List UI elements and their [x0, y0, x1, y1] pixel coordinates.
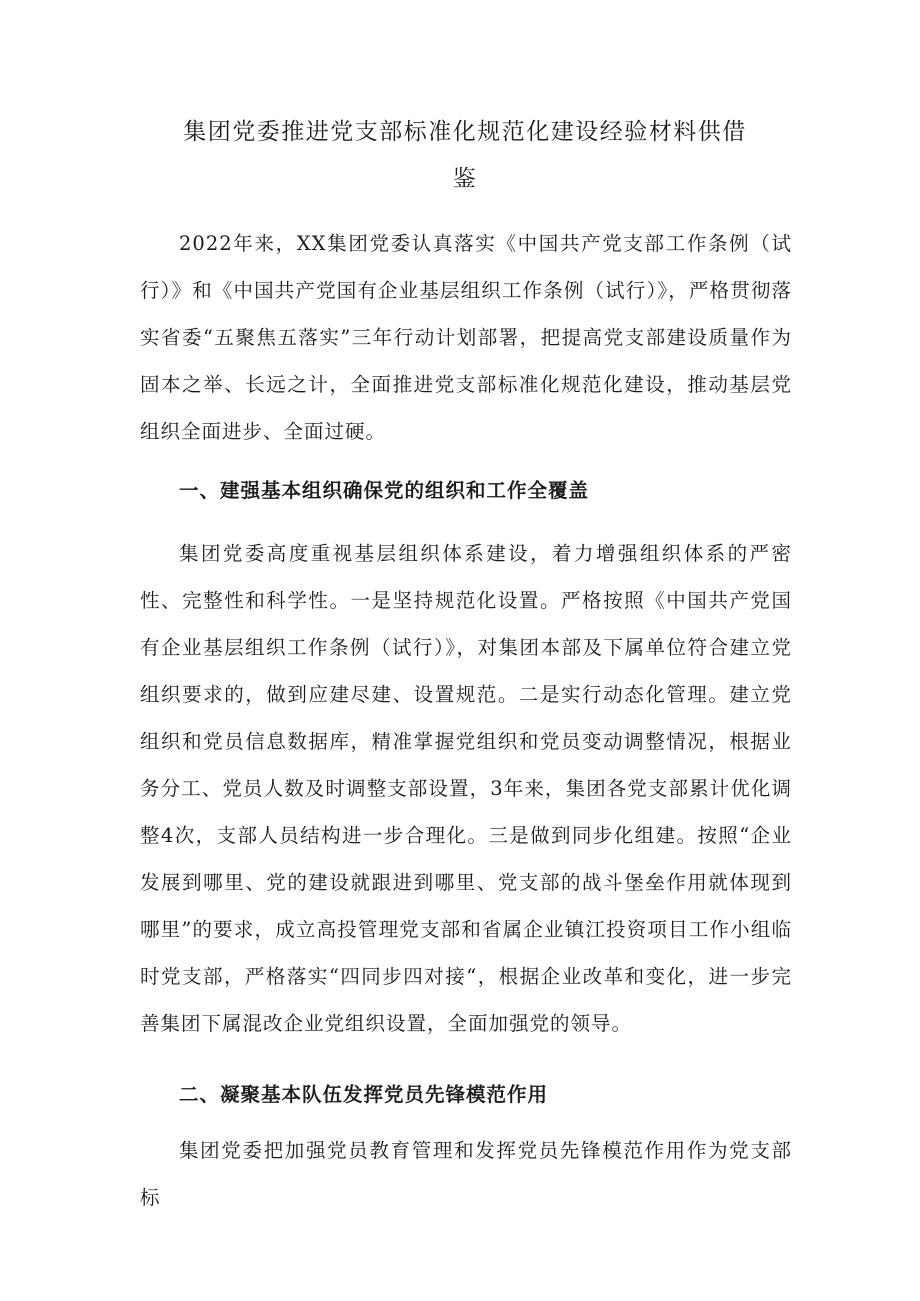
intro-paragraph-block: [140, 220, 792, 455]
section-1-paragraph-block: [140, 530, 792, 1047]
section-heading-1: 一、建强基本组织确保党的组织和工作全覆盖: [179, 479, 590, 502]
section-2-paragraph: 集团党委把加强党员教育管理和发挥党员先锋模范作用作为党支部标: [140, 1139, 792, 1209]
document-title-line-2: 鉴: [452, 166, 478, 192]
section-2-paragraph-block: [140, 1127, 792, 1221]
document-title-line-1: 集团党委推进党支部标准化规范化建设经验材料供借: [183, 119, 747, 145]
section-1-paragraph: 集团党委高度重视基层组织体系建设，着力增强组织体系的严密性、完整性和科学性。一是坚持规范化设置。严格按照《中国共产党国有企业基层组织工作条例（试行）》，对集团本部及下属单位符合建立党组织要求的，做到应建尽建、设置规范。二是实行动态化管理。建立党组织和党员信息数据库，精准掌握党组织和党员变动调整情况，根据业务分工、党员人数及时调整支部设置，3年来，集团各党支部累计优化调整4次，支部人员结构进一步合理化。三是做到同步化组建。按照“企业发展到哪里、党的建设就跟进到哪里、党支部的战斗堡垒作用就体现到哪里”的要求，成立高投管理党支部和省属企业镇江投资项目工作小组临时党支部，严格落实“四同步四对接“，根据企业改革和变化，进一步完善集团下属混改企业党组织设置，全面加强党的领导。: [140, 542, 792, 1035]
intro-paragraph: 2022年来，XX集团党委认真落实《中国共产党支部工作条例（试行）》和《中国共产党国有企业基层组织工作条例（试行）》，严格贯彻落实省委“五聚焦五落实”三年行动计划部署，把提高党支部建设质量作为固本之举、长远之计，全面推进党支部标准化规范化建设，推动基层党组织全面进步、全面过硬。: [140, 232, 792, 443]
section-heading-2-block: [140, 1071, 792, 1118]
section-heading-1-block: [140, 467, 792, 514]
section-heading-2: 二、凝聚基本队伍发挥党员先锋模范作用: [179, 1083, 549, 1106]
